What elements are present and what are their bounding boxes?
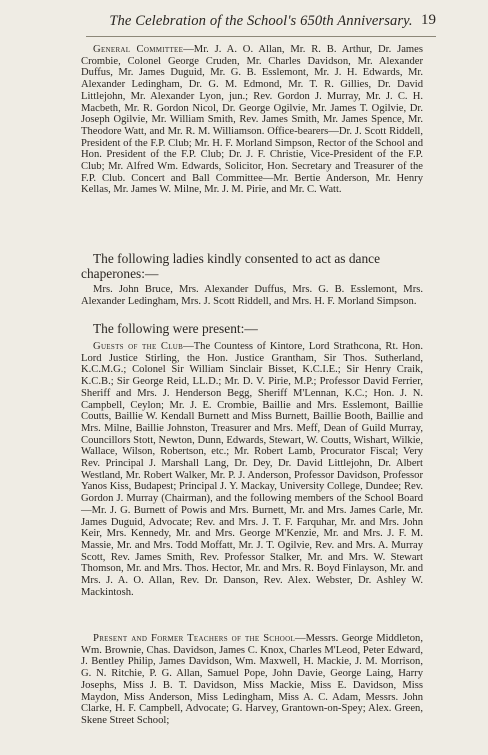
teachers-lead: Present and Former Teachers of the School — [93, 633, 296, 644]
guests-lead: Guests of the Club — [93, 341, 184, 352]
guests-text: —The Countess of Kintore, Lord Strathcona, Rt. Hon. Lord Justice Stirling, the Hon. Justice Grantham, Sir Thos. Sutherland, K.C.M.G.; Colonel Sir William Sinclair Bisset, K.C.I.E.; Sir Henry Craik, K.C.B.; Sir George Reid, LL.D.; Mr. D. V. Pirie, M.P.; Professor David Ferrier, Sheriff and Mrs. J. Henderson Begg, Sheriff M'Lennan, K.C.; Hon. J. N. Campbell, Ceylon; Mr. J. E. Crombie, Baillie and Mrs. Esslemont, Baillie Coutts, Baillie W. Kendall Burnett and Miss Burnett, Baillie Booth, Baillie and Mrs. Milne, Baillie Johnston, Treasurer and Mrs. Meff, Dean of Guild Murray, Councillors Stott, Newton, Dunn, Edwards, Stewart, W. Coutts, Wishart, Wilkie, Wallace, Wilson, Robertson, etc.; Mr. Robert Lamb, Procurator Fiscal; Very Rev. Principal J. Marshall Lang, Dr. Dey, Dr. David Littlejohn, Dr. Albert Westland, Mr. Robert Walker, Mr. P. J. Anderson, Professor Davidson, Professor Yanos Kiss, Budapest; Principal J. Y. Mackay, University College, Dundee; Rev. Gordon J. Murray (Chairman), and the following members of the School Board—Mr. J. G. Burnett of Powis and Mrs. Burnett, Mr. and Mrs. James Carle, Mr. James Duguid, Advocate; Rev. and Mrs. J. T. F. Farquhar, Mr. and Mrs. John Keir, Mrs. Kennedy, Mr. and Mrs. George M'Kenzie, Mr. and Mrs. J. F. M. Massie, Mr. and Mrs. Todd Moffatt, Mr. J. T. Ogilvie, Rev. and Mrs. A. Murray Scott, Rev. James Smith, Rev. Professor Stalker, Mr. and Mrs. W. Stewart Thomson, Mr. and Mrs. Thos. Hector, Mr. and Mrs. R. Boyd Finlayson, Mr. and Mrs. J. A. O. Allan, Rev. Dr. Danson, Rev. Alex. Webster, Dr. Ashley W. Mackintosh. — [81, 341, 423, 598]
general-committee-paragraph — [81, 44, 423, 196]
guests-paragraph — [81, 341, 423, 598]
general-committee-lead: General Committee — [93, 44, 184, 55]
teachers-paragraph — [81, 633, 423, 727]
chaperones-paragraph: Mrs. John Bruce, Mrs. Alexander Duffus, Mrs. G. B. Esslemont, Mrs. Alexander Ledingham, Mrs. J. Scott Riddell, and Mrs. H. F. Morland Simpson. — [81, 284, 423, 307]
page-number: 19 — [421, 12, 436, 28]
present-heading: The following were present:— — [93, 321, 258, 336]
general-committee-text: —Mr. J. A. O. Allan, Mr. R. B. Arthur, Dr. James Crombie, Colonel George Cruden, Mr. Charles Davidson, Mr. Alexander Duffus, Mr. James Duguid, Mr. G. B. Esslemont, Mr. J. H. Edwards, Mr. Alexander Ledingham, Dr. G. M. Edmond, Mr. T. R. Gillies, Dr. David Littlejohn, Mr. Alexander Lyon, jun.; Rev. Gordon J. Murray, Mr. J. C. H. Macbeth, Mr. R. Gordon Nicol, Dr. George Ogilvie, Mr. James T. Ogilvie, Dr. Joseph Ogilvie, Mr. William Smith, Rev. James Smith, Mr. James Spence, Mr. Theodore Watt, and Mr. R. M. Williamson. Office-bearers—Dr. J. Scott Riddell, President of the F.P. Club; Mr. H. F. Morland Simpson, Rector of the School and Hon. President of the F.P. Club; Dr. J. F. Christie, Vice-President of the F.P. Club; Mr. Alfred Wm. Edwards, Solicitor, Hon. Secretary and Treasurer of the F.P. Club. Concert and Ball Committee—Mr. Bertie Anderson, Mr. Henry Kellas, Mr. James W. Milne, Mr. J. M. Pirie, and Mr. C. Watt. — [81, 44, 423, 196]
teachers-text: —Messrs. George Middleton, Wm. Brownie, Chas. Davidson, James C. Knox, Charles M'Leod, Peter Edward, J. Bentley Philip, James Davidson, Wm. Maxwell, H. Mackie, J. M. Morrison, G. N. Ritchie, P. G. Allan, Samuel Pope, John Davie, George Laing, Harry Josephs, Miss J. B. T. Davidson, Miss Mackie, Miss E. Davidson, Miss Maydon, Miss Anderson, Miss Ledingham, Miss A. C. Adam, Messrs. John Clarke, H. F. Campbell, Advocate; G. Harvey, Grantown-on-Spey; Alex. Green, Skene Street School; — [81, 633, 423, 726]
chaperones-heading: The following ladies kindly consented to act as dance chaperones:— — [81, 251, 381, 281]
running-header — [86, 12, 436, 37]
running-title: The Celebration of the School's 650th Anniversary. — [109, 13, 413, 29]
